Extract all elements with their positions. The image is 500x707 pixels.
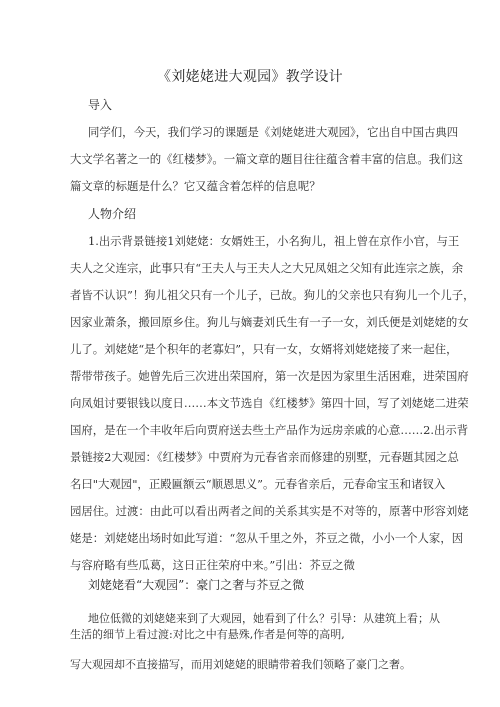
characters-line: 儿了。刘姥姥“是个积年的老寡妇”，只有一女，女婿将刘姥姥接了来一起住， [70, 342, 458, 356]
characters-line: 国府，是在一个丰收年后向贾府送去些土产品作为远房亲戚的心意……2.出示背 [70, 423, 469, 437]
characters-line: 者皆不认识”！狗儿祖父只有一个儿子，已故。狗儿的父亲也只有狗儿一个儿子， [70, 288, 475, 302]
characters-line: 向凤姐讨要银钱以度日……本文节选自《红楼梦》第四十回，写了刘姥姥二进荣 [70, 396, 469, 410]
characters-heading: 人物介绍 [88, 207, 137, 221]
view-heading: 刘姥姥看“大观园”：豪门之奢与芥豆之微 [88, 578, 305, 592]
closing-line: 写大观园却不直接描写，而用刘姥姥的眼睛带着我们领略了豪门之奢。 [70, 658, 411, 671]
intro-line: 同学们，今天，我们学习的课题是《刘姥姥进大观园》，它出自中国古典四 [88, 125, 459, 139]
characters-line: 1.出示背景链接1刘姥姥：女婿姓王，小名狗儿，祖上曾在京作小官，与王 [88, 234, 460, 248]
characters-line: 与容府略有些瓜葛，这日正往荣府中来。”引出：芥豆之微 [70, 558, 355, 572]
intro-line: 篇文章的标题是什么？它又蕴含着怎样的信息呢？ [70, 179, 321, 193]
characters-line: 姥是：刘姥姥出场时如此写道：“忽从千里之外，芥豆之微，小小一个人家，因 [70, 531, 464, 545]
characters-line: 因家业萧条，搬回原乡住。狗儿与嫡妻刘氏生有一子一女，刘氏便是刘姥姥的女 [70, 315, 469, 329]
view-line: 地位低微的刘姥姥来到了大观园，她看到了什么？引导：从建筑上看；从 [88, 612, 440, 625]
intro-line: 大文学名著之一的《红楼梦》。一篇文章的题目往往蕴含着丰富的信息。我们这 [70, 152, 463, 166]
characters-line: 帮带带孩子。她曾先后三次进出荣国府，第一次是因为家里生活困难，进荣国府 [70, 369, 469, 383]
characters-line: 夫人之父连宗，此事只有“王夫人与王夫人之大兄凤姐之父知有此连宗之族，余 [70, 261, 464, 275]
view-line: 生活的细节上看过渡:对比之中有悬殊,作者是何等的高明, [70, 628, 345, 641]
characters-line: 园居住。过渡：由此可以看出两者之间的关系其实是不对等的，原著中形容刘姥 [70, 504, 469, 518]
document-title: 《刘姥姥进大观园》教学设计 [157, 69, 343, 85]
characters-line: 名曰"大观园"，正殿匾额云“顺恩思义”。元春省亲后，元春命宝玉和诸钗入 [70, 477, 446, 491]
characters-line: 景链接2大观园：《红楼梦》中贾府为元春省亲而修建的别墅，元春题其园之总 [70, 450, 459, 464]
intro-heading: 导入 [88, 98, 113, 112]
